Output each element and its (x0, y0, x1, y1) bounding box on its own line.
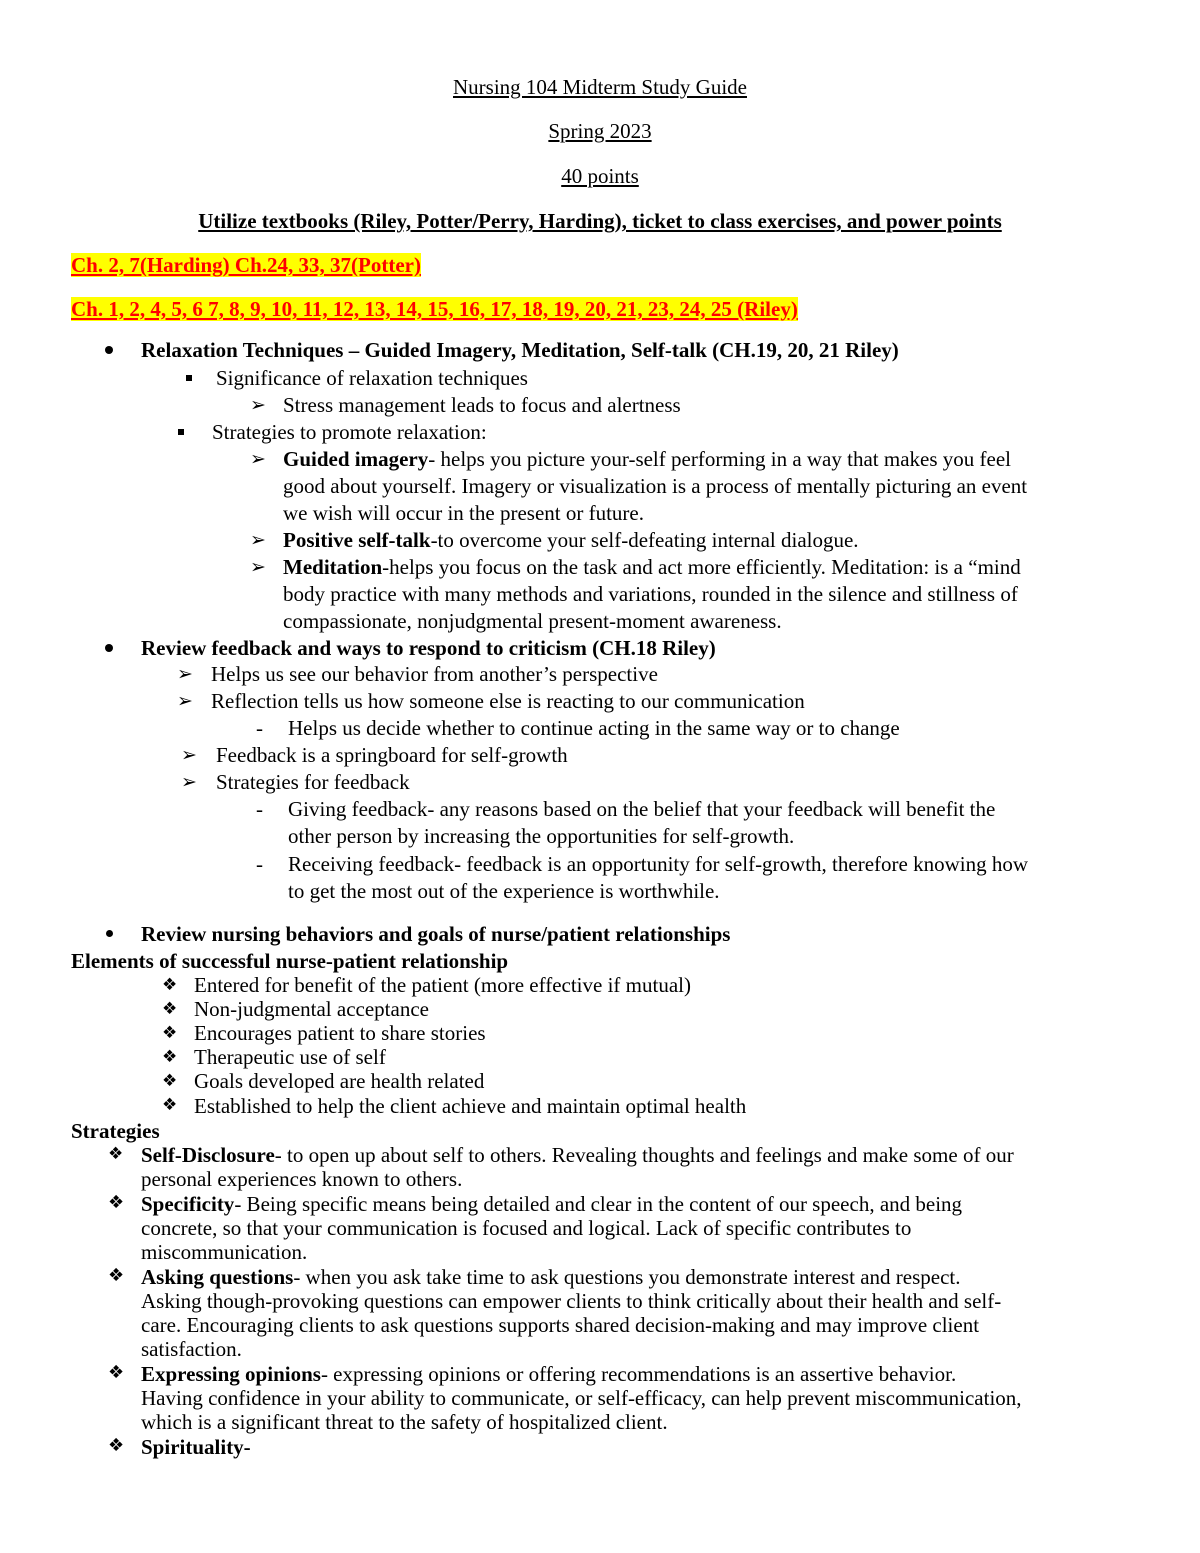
chapters-line-2-text: Ch. 1, 2, 4, 5, 6 7, 8, 9, 10, 11, 12, 13, 14, 15, 16, 17, 18, 19, 20, 21, 23, 24, 25 (Riley) (71, 297, 798, 321)
arrow-bullet-icon: ➢ (181, 771, 197, 793)
guided-imagery-term: Guided imagery (283, 447, 429, 471)
self-disclosure-line-1 (141, 1145, 1014, 1166)
asking-questions-line-1 (141, 1267, 960, 1288)
bullet-dot-icon (105, 346, 113, 354)
chapters-line-1 (71, 255, 421, 276)
asking-questions-term: Asking questions (141, 1265, 294, 1289)
diamond-bullet-icon: ❖ (108, 1362, 125, 1383)
guided-imagery-line-1 (283, 449, 1011, 470)
element-item: Non-judgmental acceptance (194, 997, 429, 1021)
doc-title: Nursing 104 Midterm Study Guide (453, 75, 747, 99)
asking-questions-text: - when you ask take time to ask questions you demonstrate interest and respect. (293, 1265, 961, 1289)
self-disclosure-text: - to open up about self to others. Revealing thoughts and feelings and make some of our (274, 1143, 1014, 1167)
diamond-bullet-icon: ❖ (108, 1265, 125, 1286)
doc-term: Spring 2023 (548, 119, 652, 143)
feedback-item-4: Strategies for feedback (216, 770, 410, 794)
expressing-opinions-line-1 (141, 1364, 956, 1385)
arrow-bullet-icon: ➢ (250, 394, 266, 416)
doc-points: 40 points (561, 164, 639, 188)
meditation-text: -helps you focus on the task and act more efficiently. Meditation: is a “mind (382, 555, 1021, 579)
expressing-opinions-text: - expressing opinions or offering recommendations is an assertive behavior. (320, 1362, 957, 1386)
bullet-dot-icon (105, 644, 113, 652)
bullet-square-icon (178, 429, 184, 435)
diamond-bullet-icon: ❖ (162, 1071, 178, 1091)
giving-feedback-line-1: Giving feedback- any reasons based on the belief that your feedback will benefit the (288, 797, 996, 821)
diamond-bullet-icon: ❖ (108, 1192, 125, 1213)
diamond-bullet-icon: ❖ (108, 1435, 125, 1456)
meditation-line-1 (283, 557, 1021, 578)
expressing-opinions-line-3: which is a significant threat to the safety of hospitalized client. (141, 1410, 668, 1434)
relaxation-significance: Significance of relaxation techniques (216, 366, 528, 390)
specificity-term: Specificity (141, 1192, 235, 1216)
expressing-opinions-line-2: Having confidence in your ability to communicate, or self-efficacy, can help prevent miscommunication, (141, 1386, 1022, 1410)
dash-bullet: - (256, 852, 263, 876)
arrow-bullet-icon: ➢ (177, 690, 193, 712)
self-talk-line (283, 530, 859, 551)
element-item: Goals developed are health related (194, 1069, 485, 1093)
diamond-bullet-icon: ❖ (162, 1023, 178, 1043)
diamond-bullet-icon: ❖ (162, 1095, 178, 1115)
doc-instructions: Utilize textbooks (Riley, Potter/Perry, Harding), ticket to class exercises, and power points (198, 209, 1002, 233)
bullet-dot-icon (106, 930, 113, 937)
guided-imagery-line-2: good about yourself. Imagery or visualization is a process of mentally picturing an event (283, 474, 1028, 498)
self-disclosure-term: Self-Disclosure (141, 1143, 275, 1167)
diamond-bullet-icon: ❖ (162, 999, 178, 1019)
feedback-item-2: Reflection tells us how someone else is reacting to our communication (211, 689, 805, 713)
feedback-item-2-sub: Helps us decide whether to continue acting in the same way or to change (288, 716, 900, 740)
elements-heading: Elements of successful nurse-patient relationship (71, 949, 509, 973)
self-talk-text: -to overcome your self-defeating internal dialogue. (430, 528, 859, 552)
relationship-heading: Review nursing behaviors and goals of nurse/patient relationships (141, 922, 731, 946)
giving-feedback-line-2: other person by increasing the opportunities for self-growth. (288, 824, 795, 848)
relaxation-stress: Stress management leads to focus and alertness (283, 393, 681, 417)
meditation-line-3: compassionate, nonjudgmental present-moment awareness. (283, 609, 782, 633)
relaxation-heading: Relaxation Techniques – Guided Imagery, Meditation, Self-talk (CH.19, 20, 21 Riley) (141, 338, 899, 362)
element-item: Entered for benefit of the patient (more effective if mutual) (194, 973, 691, 997)
chapters-line-1-text: Ch. 2, 7(Harding) Ch.24, 33, 37(Potter) (71, 253, 421, 277)
feedback-item-3: Feedback is a springboard for self-growth (216, 743, 568, 767)
dash-bullet: - (256, 797, 263, 821)
arrow-bullet-icon: ➢ (250, 448, 266, 470)
arrow-bullet-icon: ➢ (250, 529, 266, 551)
spirituality-term: Spirituality- (141, 1435, 251, 1459)
meditation-line-2: body practice with many methods and variations, rounded in the silence and stillness of (283, 582, 1018, 606)
feedback-item-1: Helps us see our behavior from another’s perspective (211, 662, 658, 686)
specificity-line-3: miscommunication. (141, 1240, 308, 1264)
arrow-bullet-icon: ➢ (177, 663, 193, 685)
dash-bullet: - (256, 716, 263, 740)
relaxation-strategies: Strategies to promote relaxation: (212, 420, 487, 444)
strategies-heading: Strategies (71, 1119, 160, 1143)
bullet-square-icon (186, 375, 192, 381)
arrow-bullet-icon: ➢ (181, 744, 197, 766)
asking-questions-line-4: satisfaction. (141, 1337, 242, 1361)
diamond-bullet-icon: ❖ (108, 1144, 124, 1164)
asking-questions-line-3: care. Encouraging clients to ask questions supports shared decision-making and may improve client (141, 1313, 980, 1337)
guided-imagery-line-3: we wish will occur in the present or future. (283, 501, 644, 525)
element-item: Encourages patient to share stories (194, 1021, 486, 1045)
guided-imagery-text: - helps you picture your-self performing in a way that makes you feel (428, 447, 1011, 471)
arrow-bullet-icon: ➢ (250, 556, 266, 578)
feedback-heading: Review feedback and ways to respond to criticism (CH.18 Riley) (141, 636, 716, 660)
specificity-text: - Being specific means being detailed and clear in the content of our speech, and being (234, 1192, 963, 1216)
self-talk-term: Positive self-talk (283, 528, 431, 552)
receiving-feedback-line-2: to get the most out of the experience is worthwhile. (288, 879, 720, 903)
asking-questions-line-2: Asking though-provoking questions can empower clients to think critically about their health and self- (141, 1289, 1002, 1313)
chapters-line-2 (71, 299, 798, 320)
element-item: Established to help the client achieve and maintain optimal health (194, 1094, 747, 1118)
diamond-bullet-icon: ❖ (162, 1047, 178, 1067)
diamond-bullet-icon: ❖ (162, 975, 178, 995)
receiving-feedback-line-1: Receiving feedback- feedback is an opportunity for self-growth, therefore knowing how (288, 852, 1028, 876)
element-item: Therapeutic use of self (194, 1045, 386, 1069)
meditation-term: Meditation (283, 555, 383, 579)
self-disclosure-line-2: personal experiences known to others. (141, 1167, 463, 1191)
specificity-line-2: concrete, so that your communication is focused and logical. Lack of specific contributes to (141, 1216, 912, 1240)
expressing-opinions-term: Expressing opinions (141, 1362, 321, 1386)
specificity-line-1 (141, 1194, 962, 1215)
